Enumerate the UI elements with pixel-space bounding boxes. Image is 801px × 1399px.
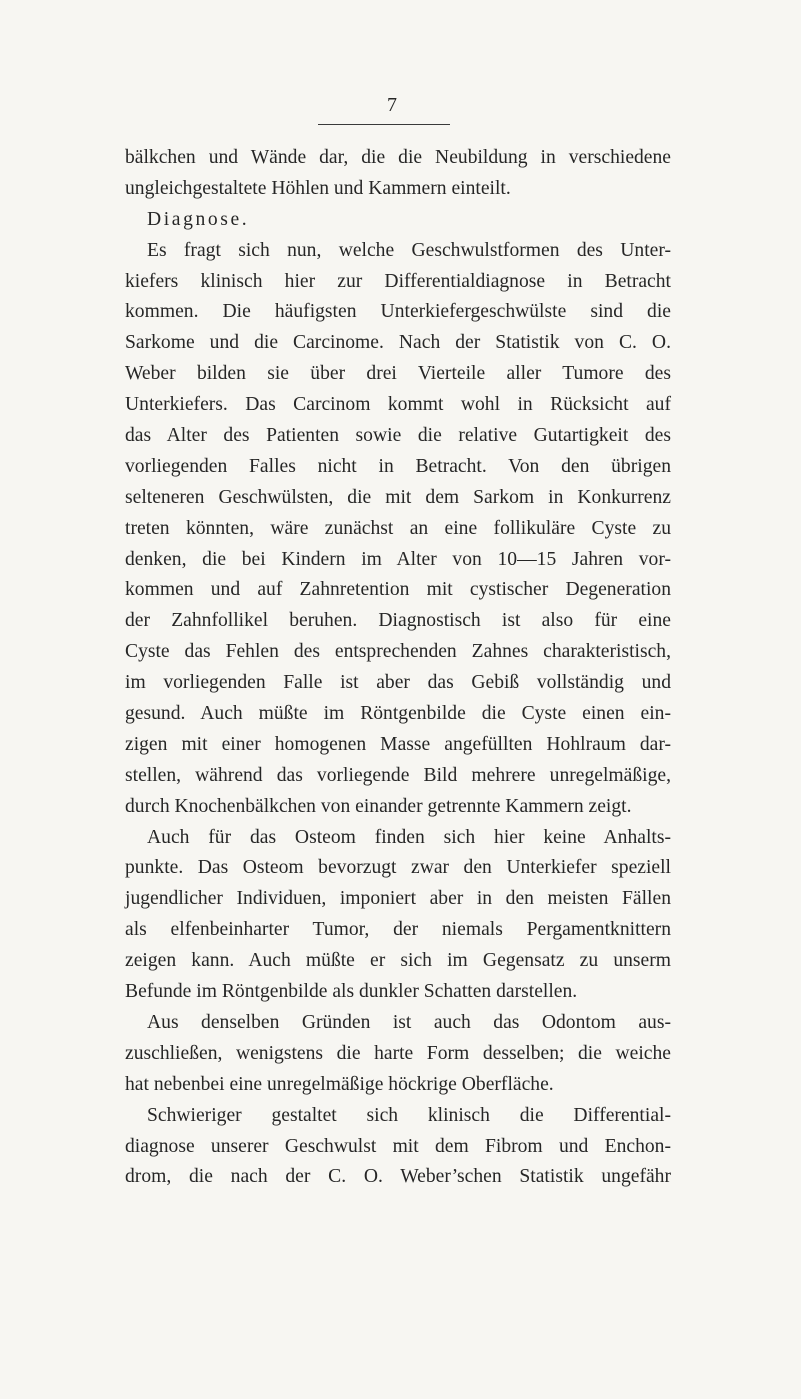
text-line: hat nebenbei eine unregelmäßige höckrige Oberfläche. [125,1073,554,1095]
text-line: gesund. Auch müßte im Röntgenbilde die Cyste einen ein- [125,703,671,725]
text-line: als elfenbeinharter Tumor, der niemals Pergamentknittern [125,919,671,941]
text-line: Weber bilden sie über drei Vierteile aller Tumore des [125,363,671,385]
text-line: Aus denselben Gründen ist auch das Odontom aus- [147,1011,671,1033]
text-line: denken, die bei Kindern im Alter von 10—15 Jahren vor- [125,548,671,570]
text-line: kiefers klinisch hier zur Differentialdiagnose in Betracht [125,270,671,292]
text-line: Sarkome und die Carcinome. Nach der Statistik von C. O. [125,332,671,354]
text-line: das Alter des Patienten sowie die relative Gutartigkeit des [125,425,671,447]
text-line: Befunde im Röntgenbilde als dunkler Schatten darstellen. [125,981,578,1003]
text-line: Auch für das Osteom finden sich hier keine Anhalts- [147,826,671,848]
text-line: zigen mit einer homogenen Masse angefüllten Hohlraum dar- [125,733,671,755]
text-line: Unterkiefers. Das Carcinom kommt wohl in Rücksicht auf [125,394,671,416]
text-line: im vorliegenden Falle ist aber das Gebiß vollständig und [125,672,671,694]
text-line: bälkchen und Wände dar, die die Neubildung in verschiedene [125,147,671,168]
page-number: 7 [387,94,397,116]
text-line: kommen. Die häufigsten Unterkiefergeschwülste sind die [125,301,671,323]
text-line: Es fragt sich nun, welche Geschwulstformen des Unter- [147,239,671,261]
text-line: drom, die nach der C. O. Weber’schen Statistik ungefähr [125,1166,671,1188]
text-line: diagnose unserer Geschwulst mit dem Fibrom und Enchon- [125,1135,671,1157]
text-line: jugendlicher Individuen, imponiert aber in den meisten Fällen [125,888,671,910]
text-line: der Zahnfollikel beruhen. Diagnostisch ist also für eine [125,610,671,632]
text-line: zeigen kann. Auch müßte er sich im Gegensatz zu unserm [125,950,671,972]
text-line: selteneren Geschwülsten, die mit dem Sarkom in Konkurrenz [125,486,671,508]
text-line: Cyste das Fehlen des entsprechenden Zahnes charakteristisch, [125,641,671,663]
text-line: treten könnten, wäre zunächst an eine follikuläre Cyste zu [125,517,671,539]
text-line: ungleichgestaltete Höhlen und Kammern einteilt. [125,177,511,199]
text-line: vorliegenden Falles nicht in Betracht. Von den übrigen [125,455,671,477]
text-line: stellen, während das vorliegende Bild mehrere unregelmäßige, [125,764,671,786]
body-text [125,143,671,1193]
header-rule [318,124,450,125]
section-heading: Diagnose. [147,208,250,230]
text-line: zuschließen, wenigstens die harte Form desselben; die weiche [125,1042,671,1064]
text-line: kommen und auf Zahnretention mit cystischer Degeneration [125,579,671,601]
text-line: durch Knochenbälkchen von einander getrennte Kammern zeigt. [125,795,632,817]
text-line: Schwieriger gestaltet sich klinisch die Differential- [147,1104,671,1126]
text-line: punkte. Das Osteom bevorzugt zwar den Unterkiefer speziell [125,857,671,879]
